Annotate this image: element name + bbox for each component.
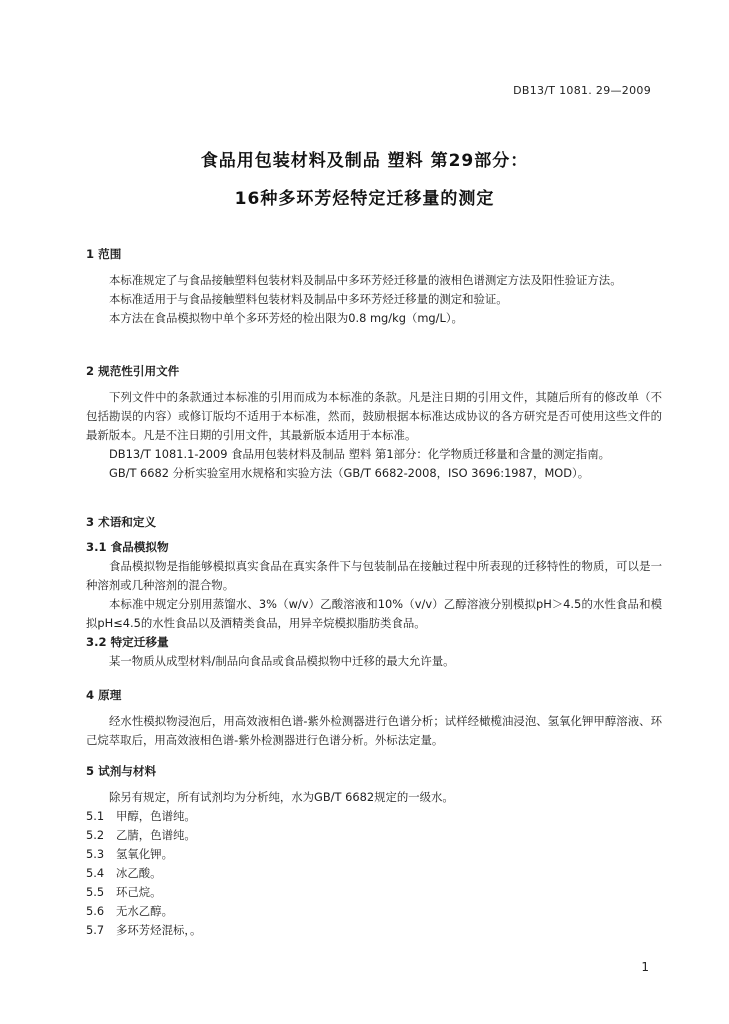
section-4 — [86, 686, 662, 750]
section-4-heading: 4 原理 — [86, 688, 122, 702]
standard-number: DB13/T 1081. 29—2009 — [513, 84, 651, 97]
list-item — [86, 921, 662, 940]
section-1-paragraph-2: 本标准适用于与食品接触塑料包装材料及制品中多环芳烃迁移量的测定和验证。 — [109, 292, 508, 306]
section-1-paragraph-3: 本方法在食品模拟物中单个多环芳烃的检出限为0.8 mg/kg（mg/L）。 — [109, 311, 463, 325]
list-item-text: 乙腈，色谱纯。 — [116, 828, 196, 842]
list-item — [86, 883, 662, 902]
section-3-1-heading: 3.1 食品模拟物 — [86, 540, 169, 554]
list-item-text: 冰乙酸。 — [116, 866, 162, 880]
list-item-number: 5.4 — [86, 866, 105, 880]
section-1 — [86, 245, 662, 328]
list-item-text: 无水乙醇。 — [116, 904, 173, 918]
section-2-paragraph-3: GB/T 6682 分析实验室用水规格和实验方法（GB/T 6682-2008，ISO 3696:1987，MOD）。 — [109, 466, 590, 480]
section-3-1-paragraph-2: 本标准中规定分别用蒸馏水、3%（w/v）乙酸溶液和10%（v/v）乙醇溶液分别模拟pH＞4.5的水性食品和模拟pH≤4.5的水性食品以及酒精类食品，用异辛烷模拟脂肪类食品。 — [86, 597, 662, 630]
list-item-number: 5.5 — [86, 885, 105, 899]
section-3-heading: 3 术语和定义 — [86, 515, 157, 529]
section-3-1-paragraph-1: 食品模拟物是指能够模拟真实食品在真实条件下与包装制品在接触过程中所表现的迁移特性的物质，可以是一种溶剂或几种溶剂的混合物。 — [86, 559, 662, 592]
section-3-2-paragraph-1: 某一物质从成型材料/制品向食品或食品模拟物中迁移的最大允许量。 — [109, 654, 455, 668]
section-2 — [86, 362, 662, 483]
section-2-paragraph-1: 下列文件中的条款通过本标准的引用而成为本标准的条款。凡是注日期的引用文件，其随后所有的修改单（不包括勘误的内容）或修订版均不适用于本标准，然而，鼓励根据本标准达成协议的各方研究是否可使用这些文件的最新版本。凡是不注日期的引用文件，其最新版本适用于本标准。 — [86, 390, 662, 442]
page-number: 1 — [641, 960, 649, 974]
reagent-list — [86, 807, 662, 940]
section-2-heading: 2 规范性引用文件 — [86, 364, 180, 378]
section-5-paragraph-1: 除另有规定，所有试剂均为分析纯，水为GB/T 6682规定的一级水。 — [109, 790, 454, 804]
section-2-paragraph-2: DB13/T 1081.1-2009 食品用包装材料及制品 塑料 第1部分：化学物质迁移量和含量的测定指南。 — [109, 447, 611, 461]
list-item-text: 多环芳烃混标，。 — [116, 923, 202, 937]
section-5-heading: 5 试剂与材料 — [86, 764, 157, 778]
list-item-number: 5.3 — [86, 847, 105, 861]
list-item-text: 甲醇，色谱纯。 — [116, 809, 196, 823]
section-3 — [86, 513, 662, 671]
list-item-number: 5.7 — [86, 923, 105, 937]
list-item — [86, 845, 662, 864]
list-item-number: 5.6 — [86, 904, 105, 918]
section-5 — [86, 762, 662, 940]
list-item-text: 环己烷。 — [116, 885, 162, 899]
section-1-paragraph-1: 本标准规定了与食品接触塑料包装材料及制品中多环芳烃迁移量的液相色谱测定方法及阳性验证方法。 — [109, 273, 622, 287]
list-item — [86, 864, 662, 883]
list-item-number: 5.2 — [86, 828, 105, 842]
list-item — [86, 902, 662, 921]
list-item-text: 氢氧化钾。 — [116, 847, 173, 861]
section-1-heading: 1 范围 — [86, 247, 122, 261]
list-item — [86, 826, 662, 845]
list-item — [86, 807, 662, 826]
list-item-number: 5.1 — [86, 809, 105, 823]
section-4-paragraph-1: 经水性模拟物浸泡后，用高效液相色谱-紫外检测器进行色谱分析；试样经橄榄油浸泡、氢氧化钾甲醇溶液、环己烷萃取后，用高效液相色谱-紫外检测器进行色谱分析。外标法定量。 — [86, 714, 662, 747]
title-line-1: 食品用包装材料及制品 塑料 第29部分： — [200, 151, 529, 171]
section-3-2-heading: 3.2 特定迁移量 — [86, 635, 169, 649]
title-line-2: 16种多环芳烃特定迁移量的测定 — [234, 189, 495, 209]
